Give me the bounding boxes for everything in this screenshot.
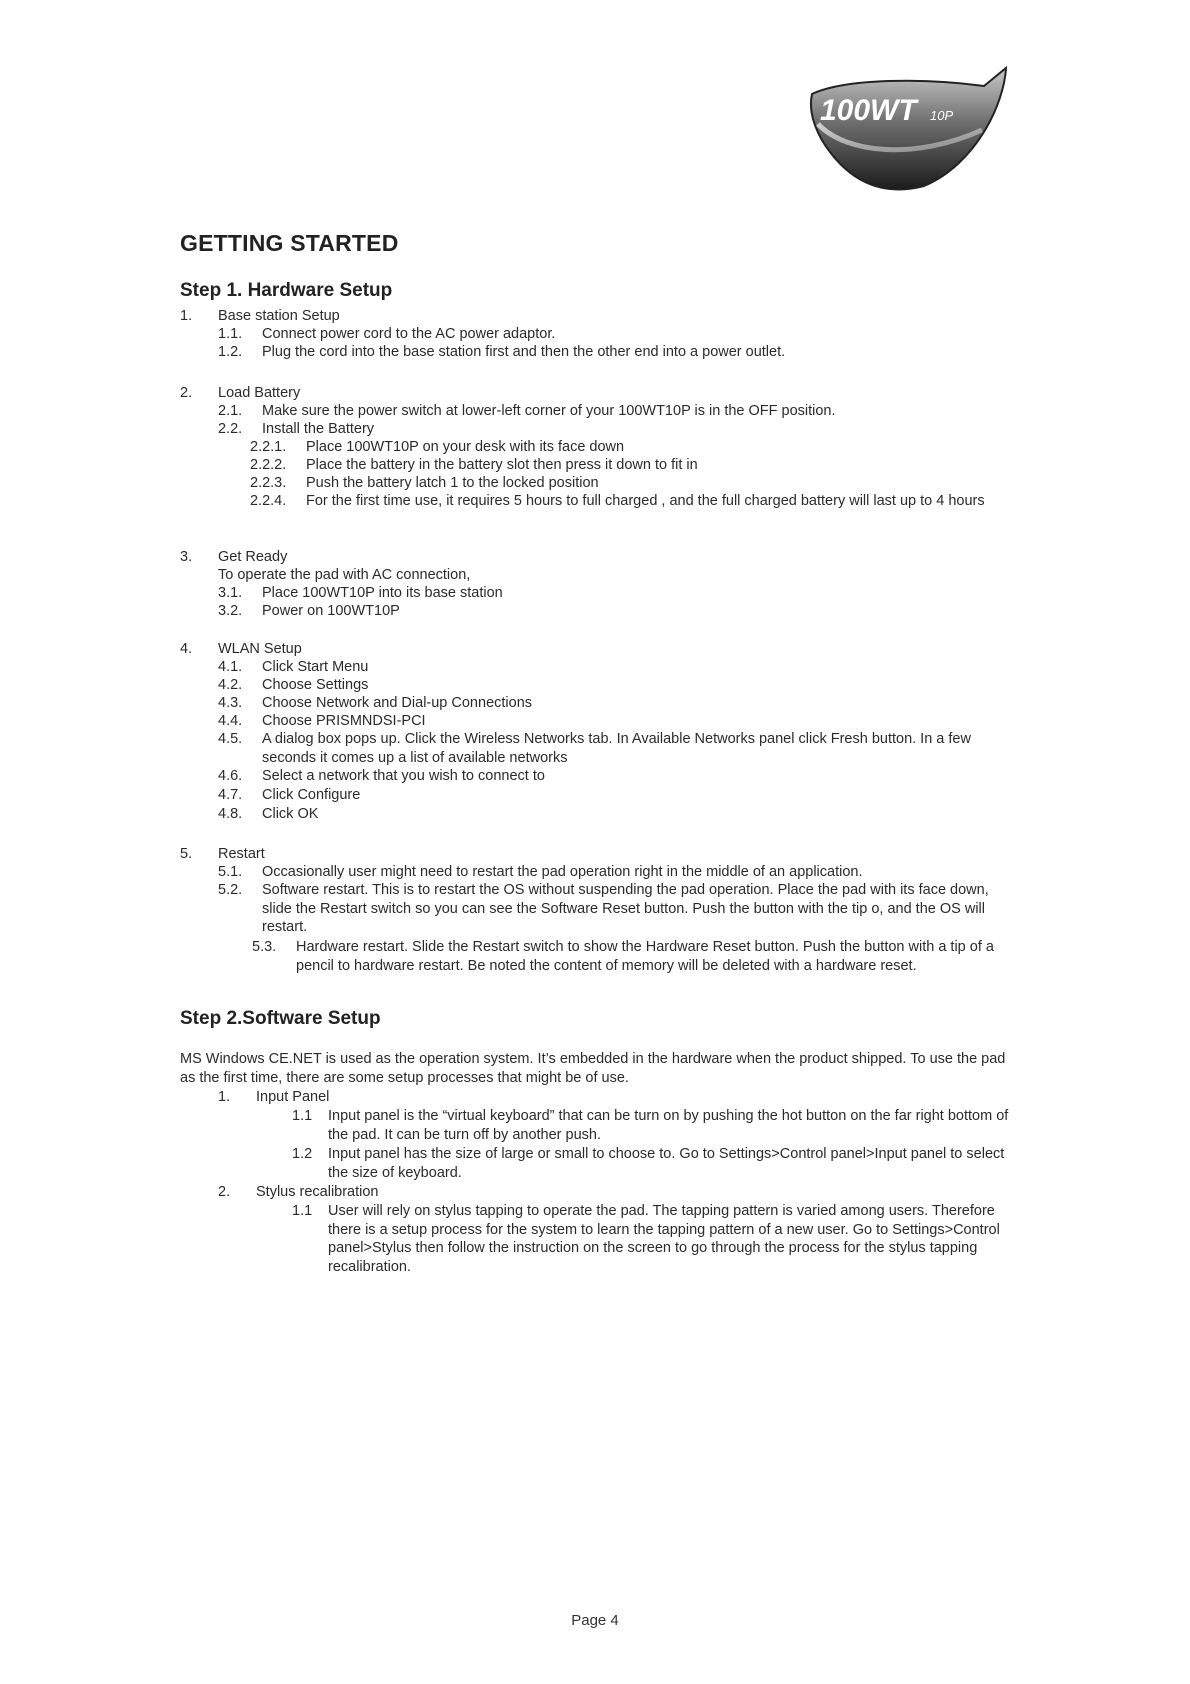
- item-number: 1.2: [292, 1146, 313, 1162]
- item-number: 1.1: [292, 1203, 313, 1219]
- item-text: Install the Battery: [262, 421, 375, 437]
- item-text: Restart: [218, 846, 265, 862]
- item-text: Click Configure: [262, 787, 361, 803]
- item-text: Push the battery latch 1 to the locked position: [306, 475, 599, 491]
- list-item: [180, 402, 1020, 421]
- list-item: [180, 602, 1020, 621]
- item-text: WLAN Setup: [218, 641, 302, 657]
- list-item: [180, 1145, 1020, 1182]
- page-title: GETTING STARTED: [180, 230, 399, 256]
- item-text: Make sure the power switch at lower-left corner of your 100WT10P is in the OFF position.: [262, 403, 836, 419]
- list-item: [180, 730, 1020, 767]
- item-number: 4.: [180, 641, 193, 657]
- item-text: Input Panel: [256, 1089, 330, 1105]
- list-item: [180, 805, 1020, 824]
- item-text: Stylus recalibration: [256, 1184, 379, 1200]
- list-item: [180, 863, 1020, 882]
- item-number: 1.2.: [218, 344, 243, 360]
- item-number: 2.2.1.: [250, 439, 287, 455]
- item-number: 1.: [180, 308, 193, 324]
- list-item: [180, 1088, 1020, 1107]
- item-text: Connect power cord to the AC power adaptor.: [262, 326, 556, 342]
- list-item: [180, 640, 1020, 659]
- list-item: [180, 343, 1020, 362]
- item-text: Hardware restart. Slide the Restart switch to show the Hardware Reset button. Push the button with a tip of a pencil to hardware restart. Be noted the content of memory will be deleted with a hardware reset.: [296, 939, 994, 974]
- item-text: User will rely on stylus tapping to operate the pad. The tapping pattern is varied among users. Therefore there is a setup process for the system to learn the tapping pattern of a new user. Go to Settings>Control panel>Stylus then follow the instruction on the screen to go through the process for the stylus tapping recalibration.: [328, 1203, 1000, 1275]
- item-number: 4.1.: [218, 659, 243, 675]
- section-intro: [180, 566, 1020, 585]
- step2-heading: Step 2.Software Setup: [180, 1008, 381, 1029]
- step2-intro: MS Windows CE.NET is used as the operation system. It’s embedded in the hardware when the product shipped. To use the pad as the first time, there are some setup processes that might be of use.: [180, 1051, 1006, 1086]
- list-item: [180, 584, 1020, 603]
- item-text: Load Battery: [218, 385, 301, 401]
- item-text: Power on 100WT10P: [262, 603, 400, 619]
- item-text: To operate the pad with AC connection,: [218, 567, 471, 583]
- logo-text-main: 100WT: [820, 94, 917, 127]
- item-text: Base station Setup: [218, 308, 340, 324]
- item-number: 1.1.: [218, 326, 243, 342]
- list-item: [180, 694, 1020, 713]
- item-text: Click Start Menu: [262, 659, 369, 675]
- logo-text-sub: 10P: [930, 108, 954, 123]
- product-logo: [806, 64, 1012, 194]
- list-item: [180, 938, 1020, 975]
- list-item: [180, 325, 1020, 344]
- item-text: Place 100WT10P into its base station: [262, 585, 503, 601]
- item-number: 3.2.: [218, 603, 243, 619]
- list-item: [180, 712, 1020, 731]
- item-number: 2.: [218, 1184, 231, 1200]
- list-item: [180, 1107, 1020, 1144]
- list-item: [180, 845, 1020, 864]
- item-number: 4.2.: [218, 677, 243, 693]
- item-number: 2.2.4.: [250, 493, 287, 509]
- item-text: Plug the cord into the base station first and then the other end into a power outlet.: [262, 344, 786, 360]
- list-item: [180, 658, 1020, 677]
- item-text: Place 100WT10P on your desk with its face down: [306, 439, 625, 455]
- item-text: A dialog box pops up. Click the Wireless Networks tab. In Available Networks panel click Fresh button. In a few seconds it comes up a list of available networks: [262, 731, 971, 766]
- item-number: 3.1.: [218, 585, 243, 601]
- item-number: 3.: [180, 549, 193, 565]
- list-item: [180, 384, 1020, 403]
- item-text: Click OK: [262, 806, 319, 822]
- list-item: [180, 1183, 1020, 1202]
- item-number: 5.1.: [218, 864, 243, 880]
- item-text: Occasionally user might need to restart the pad operation right in the middle of an application.: [262, 864, 863, 880]
- item-text: Select a network that you wish to connect to: [262, 768, 545, 784]
- list-item: [180, 420, 1020, 439]
- item-number: 4.5.: [218, 731, 243, 747]
- item-number: 2.2.: [218, 421, 243, 437]
- item-text: Input panel is the “virtual keyboard” that can be turn on by pushing the hot button on the far right bottom of the pad. It can be turn off by another push.: [328, 1108, 1009, 1143]
- item-text: Input panel has the size of large or small to choose to. Go to Settings>Control panel>Input panel to select the size of keyboard.: [328, 1146, 1005, 1181]
- list-item: [180, 474, 1020, 493]
- list-item: [180, 767, 1020, 786]
- list-item: [180, 492, 1020, 511]
- item-number: 4.8.: [218, 806, 243, 822]
- item-text: Get Ready: [218, 549, 288, 565]
- item-number: 2.: [180, 385, 193, 401]
- item-number: 1.1: [292, 1108, 313, 1124]
- item-number: 2.2.3.: [250, 475, 287, 491]
- item-text: Choose PRISMNDSI-PCI: [262, 713, 426, 729]
- page-number: Page 4: [571, 1612, 619, 1629]
- item-text: Choose Settings: [262, 677, 369, 693]
- item-number: 4.6.: [218, 768, 243, 784]
- item-number: 4.7.: [218, 787, 243, 803]
- item-number: 4.3.: [218, 695, 243, 711]
- list-item: [180, 548, 1020, 567]
- list-item: [180, 456, 1020, 475]
- item-text: Place the battery in the battery slot then press it down to fit in: [306, 457, 698, 473]
- list-item: [180, 438, 1020, 457]
- list-item: [180, 881, 1020, 937]
- item-number: 2.1.: [218, 403, 243, 419]
- item-text: Software restart. This is to restart the OS without suspending the pad operation. Place the pad with its face down, slide the Restart switch so you can see the Software Reset button. Push the button with the tip o, and the OS will restart.: [262, 882, 989, 935]
- item-number: 5.3.: [252, 939, 277, 955]
- item-text: Choose Network and Dial-up Connections: [262, 695, 533, 711]
- list-item: [180, 786, 1020, 805]
- list-item: [180, 307, 1020, 326]
- step1-heading: Step 1. Hardware Setup: [180, 280, 393, 301]
- item-text: For the first time use, it requires 5 hours to full charged , and the full charged battery will last up to 4 hours: [306, 493, 985, 509]
- item-number: 4.4.: [218, 713, 243, 729]
- item-number: 5.: [180, 846, 193, 862]
- item-number: 5.2.: [218, 882, 243, 898]
- list-item: [180, 1202, 1020, 1276]
- list-item: [180, 676, 1020, 695]
- item-number: 2.2.2.: [250, 457, 287, 473]
- item-number: 1.: [218, 1089, 231, 1105]
